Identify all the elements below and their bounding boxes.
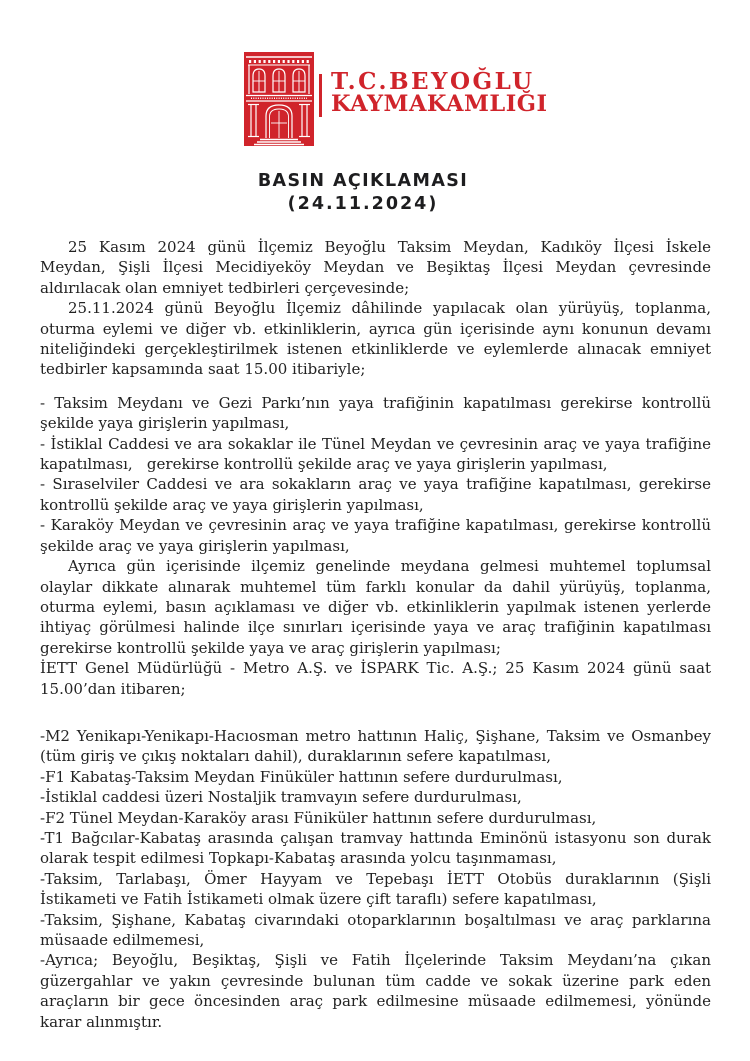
list-item: -T1 Bağcılar-Kabataş arasında çalışan tramvay hattında Eminönü istasyonu son durak olarak tespit edilmesi Topkapı-Kabataş arasında yolcu taşınmaması,: [40, 828, 711, 868]
org-name-line2: KAYMAKAMLIĞI: [331, 91, 548, 117]
list-item: -İstiklal caddesi üzeri Nostaljik tramvayın sefere durdurulması,: [40, 788, 522, 807]
list-item: - Sıraselviler Caddesi ve ara sokakların araç ve yaya trafiğine kapatılması, gerekirse kontrollü şekilde araç ve yaya girişlerin yapılması,: [40, 475, 711, 514]
list-item: -Taksim, Tarlabaşı, Ömer Hayyam ve Tepebaşı İETT Otobüs duraklarının (Şişli İstikameti ve Fatih İstikameti olmak üzere çift taraflı) sefere kapatılması,: [40, 869, 711, 909]
org-name-line1: T.C.BEYOĞLU: [331, 68, 535, 95]
document-title: BASIN AÇIKLAMASI: [257, 171, 469, 191]
paragraph-additional-measures: Ayrıca gün içerisinde ilçemiz genelinde meydana gelmesi muhtemel toplumsal olaylar dikkate alınarak muhtemel tüm farklı konular da dahil yürüyüş, toplanma, oturma eylemi, basın açıklaması ve diğer vb. etkinliklerin yapılmak istenen yerlerde ihtiyaç görülmesi halinde ilçe sınırları içerisinde yaya ve araç trafiğinin kapatılması gerekirse kontrollü şekilde yaya ve araç girişlerin yapılması;: [40, 557, 711, 657]
masthead: [0, 0, 750, 236]
kaymakamlik-logo: [244, 52, 314, 146]
security-measures-list: [40, 393, 711, 556]
list-item: -M2 Yenikapı-Yenikapı-Hacıosman metro hattının Haliç, Şişhane, Taksim ve Osmanbey (tüm giriş ve çıkış noktaları dahil), duraklarının sefere kapatılması,: [40, 726, 711, 766]
list-item: -F2 Tünel Meydan-Karaköy arası Füniküler hattının sefere durdurulması,: [40, 808, 597, 827]
list-item: -Ayrıca; Beyoğlu, Beşiktaş, Şişli ve Fatih İlçelerinde Taksim Meydanı’na çıkan güzergahlar ve yakın çevresinde bulunan tüm cadde ve sokak üzerine park eden araçların bir gece öncesinden araç park edilmesine müsaade edilmemesi, yönünde karar alınmıştır.: [40, 951, 711, 1031]
logo-divider: [319, 74, 322, 117]
paragraph-iett-ispark: İETT Genel Müdürlüğü - Metro A.Ş. ve İSPARK Tic. A.Ş.; 25 Kasım 2024 günü saat 15.00’dan itibaren;: [40, 659, 711, 698]
list-item: - Karaköy Meydan ve çevresinin araç ve yaya trafiğine kapatılması, gerekirse kontrollü şekilde araç ve yaya girişlerin yapılması,: [40, 516, 711, 555]
document-date: (24.11.2024): [287, 194, 439, 214]
document-body: [40, 237, 711, 1032]
paragraph-intro: 25 Kasım 2024 günü İlçemiz Beyoğlu Taksim Meydan, Kadıköy İlçesi İskele Meydan, Şişli İlçesi Mecidiyeköy Meydan ve Beşiktaş İlçesi Meydan çevresinde aldırılacak olan emniyet tedbirleri çerçevesinde;: [40, 238, 711, 297]
document-title-block: [0, 170, 726, 216]
list-item: - Taksim Meydanı ve Gezi Parkı’nın yaya trafiğinin kapatılması gerekirse kontrollü şekilde yaya girişlerin yapılması,: [40, 393, 711, 433]
list-item: -F1 Kabataş-Taksim Meydan Finüküler hattının sefere durdurulması,: [40, 767, 563, 786]
list-item: -Taksim, Şişhane, Kabataş civarındaki otoparklarının boşaltılması ve araç parklarına müsaade edilmemesi,: [40, 910, 711, 949]
list-item: - İstiklal Caddesi ve ara sokaklar ile Tünel Meydan ve çevresinin araç ve yaya trafiğine kapatılması, gerekirse kontrollü şekilde araç ve yaya girişlerin yapılması,: [40, 434, 711, 474]
organization-name: [331, 70, 548, 115]
government-building-icon: [244, 52, 314, 146]
paragraph-event-scope: 25.11.2024 günü Beyoğlu İlçemiz dâhilinde yapılacak olan yürüyüş, toplanma, oturma eylemi ve diğer vb. etkinliklerin, ayrıca gün içerisinde aynı konunun devamı niteliğindeki gerçekleştirilmek istenen etkinliklerde ve eylemlerde alınacak emniyet tedbirler kapsamında saat 15.00 itibariyle;: [40, 299, 711, 379]
transport-measures-list: [40, 726, 711, 1032]
